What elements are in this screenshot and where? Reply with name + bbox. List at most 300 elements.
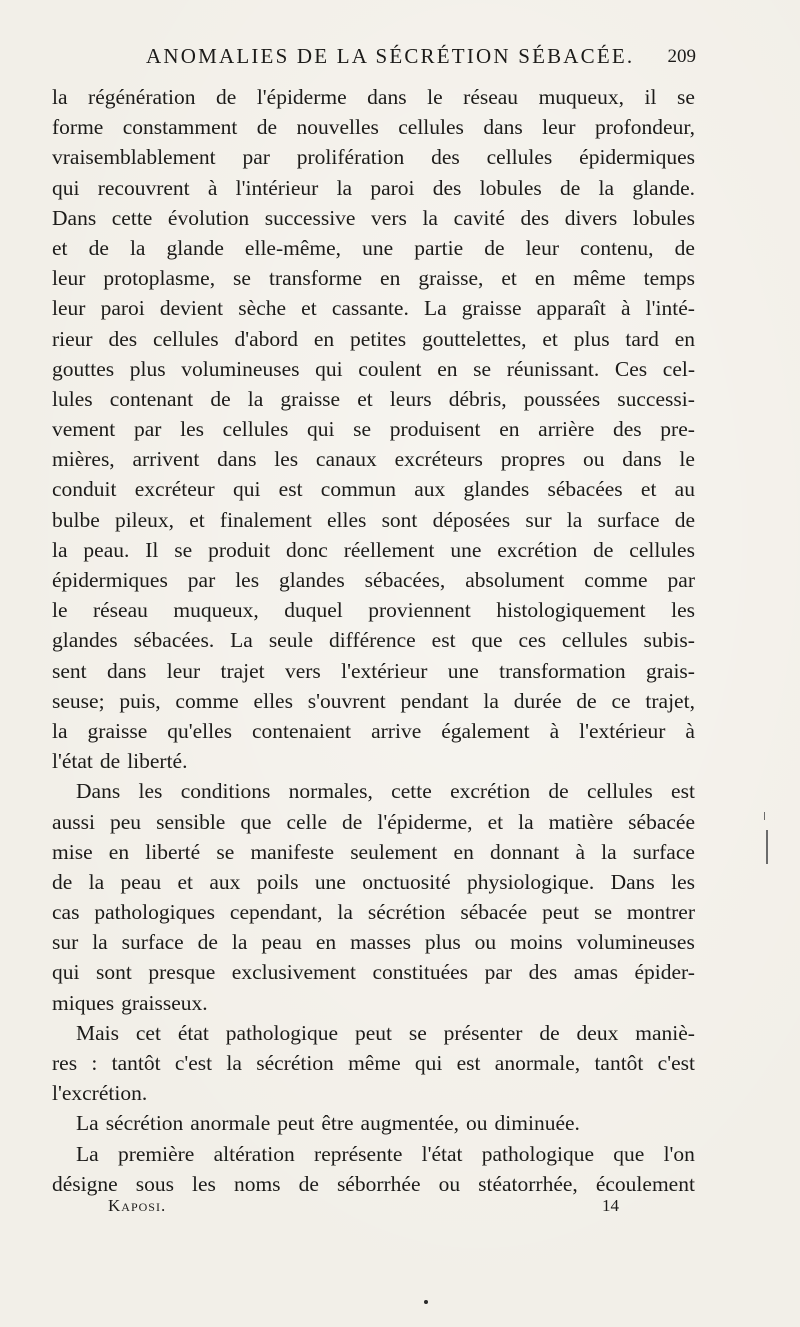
word: la — [231, 930, 248, 955]
word: cet — [135, 1020, 161, 1045]
word: sébacées. — [133, 628, 215, 653]
word: donc — [286, 537, 328, 562]
word: anormale — [190, 1111, 271, 1136]
word: à — [685, 718, 695, 743]
word: sont — [96, 960, 132, 985]
word: réunissant. — [506, 356, 600, 381]
word: gouttes — [52, 356, 115, 381]
word: maniè- — [635, 1020, 695, 1045]
word: aussi — [52, 809, 95, 834]
word: et — [501, 266, 517, 291]
text-line — [52, 1048, 695, 1078]
word: la — [52, 537, 68, 562]
word: exclusivement — [231, 960, 356, 985]
word: sébacée — [628, 809, 695, 834]
word: cavité — [453, 205, 505, 230]
word: liberté — [145, 839, 201, 864]
word: presque — [148, 960, 216, 985]
word: apparaît — [536, 296, 606, 321]
word: déposées — [432, 507, 511, 532]
text-line — [52, 324, 695, 354]
word: ces — [518, 628, 546, 653]
text-line — [52, 867, 695, 897]
word: noms — [233, 1171, 281, 1196]
word: prolifération — [296, 145, 405, 170]
word: les — [138, 779, 163, 804]
word: la — [337, 900, 353, 925]
word: constituées — [372, 960, 469, 985]
word: tantôt — [111, 1051, 161, 1075]
word: et — [357, 386, 373, 411]
word: constamment — [122, 115, 238, 140]
word: divers — [564, 205, 618, 230]
word: graisse, — [418, 266, 484, 291]
text-line — [52, 1139, 695, 1169]
word: est — [278, 477, 303, 502]
word: pendant — [400, 688, 469, 713]
body-text — [52, 82, 695, 1199]
word: l'excrétion. — [52, 1081, 148, 1106]
word: pre- — [660, 417, 695, 442]
word: les — [671, 598, 695, 623]
word: excrétion — [450, 779, 531, 804]
word: cellules — [587, 779, 653, 804]
word: qui — [315, 356, 343, 381]
word: La — [230, 628, 253, 653]
word: au — [674, 477, 695, 502]
word: sécrétion — [105, 1111, 184, 1136]
word: de — [216, 85, 237, 109]
word: de — [593, 537, 614, 562]
word: partie — [414, 235, 464, 260]
word: Dans — [52, 205, 97, 230]
word: vraisemblablement — [52, 145, 216, 170]
word: diminuée. — [494, 1111, 580, 1136]
word: qu'elles — [167, 718, 233, 743]
word: même — [573, 266, 626, 291]
word: durée — [513, 688, 562, 713]
word: transformation — [499, 658, 626, 683]
word: par — [484, 960, 513, 985]
word: les — [274, 447, 299, 472]
word: stéatorrhée, — [478, 1171, 578, 1196]
word: miques — [52, 990, 115, 1015]
word: de — [539, 1020, 560, 1045]
word: montrer — [626, 900, 695, 925]
word: physiologique. — [467, 869, 595, 894]
word: contenu, — [580, 235, 654, 260]
word: pathologiques — [94, 900, 215, 925]
word: subis- — [643, 628, 695, 653]
word: mise — [52, 839, 93, 864]
word: Dans — [76, 779, 121, 804]
word: sébacée — [460, 900, 528, 925]
word: duquel — [284, 598, 343, 623]
word: masses — [350, 930, 411, 955]
word: pathologique — [481, 1141, 595, 1166]
word: aux — [414, 477, 446, 502]
word: se — [233, 266, 251, 291]
word: transforme — [268, 266, 363, 291]
word: graisse — [280, 386, 341, 411]
word: surface — [632, 839, 695, 864]
word: en — [108, 839, 130, 864]
word: sur — [525, 507, 552, 532]
word: forme — [52, 115, 104, 140]
word: épidermiques — [52, 568, 168, 592]
word: canaux — [315, 447, 377, 472]
word: cellules — [629, 537, 695, 562]
word: les — [671, 869, 695, 894]
word: séborrhée — [336, 1171, 421, 1196]
word: arrive — [371, 718, 422, 743]
word: excréteur — [134, 477, 215, 502]
word: plus — [573, 326, 610, 351]
word: propres — [500, 447, 566, 472]
word: et — [189, 507, 205, 532]
word: dans — [106, 658, 147, 683]
text-line — [52, 897, 695, 927]
word: l'extérieur — [341, 658, 428, 683]
word: par — [187, 568, 216, 592]
word: trajet — [220, 658, 265, 683]
word: et — [487, 809, 504, 834]
word: peau — [120, 869, 162, 894]
word: de — [52, 869, 73, 894]
word: successi- — [617, 386, 695, 411]
text-line — [52, 444, 695, 474]
word: l'épiderme, — [377, 809, 473, 834]
word: la — [566, 507, 583, 532]
word: première — [117, 1141, 195, 1166]
word: des — [432, 175, 462, 200]
word: seuse; — [52, 688, 105, 713]
word: de — [210, 386, 231, 411]
word: cependant, — [229, 900, 323, 925]
word: cellules — [398, 115, 464, 140]
word: sécrétion — [256, 1051, 334, 1075]
word: être — [321, 1111, 354, 1136]
word: leur — [542, 115, 576, 140]
word: s'ouvrent — [307, 688, 386, 713]
word: paroi — [370, 175, 415, 200]
word: que — [471, 628, 503, 653]
word: conduit — [52, 477, 117, 502]
word: res — [52, 1051, 78, 1075]
word: finalement — [219, 507, 312, 532]
word: en — [534, 266, 556, 291]
word: vement — [52, 417, 116, 442]
word: des — [612, 417, 642, 442]
word: dans — [622, 447, 662, 472]
word: donnant — [490, 839, 560, 864]
text-line — [52, 686, 695, 716]
text-line — [52, 595, 695, 625]
word: peu — [110, 809, 142, 834]
text-line — [52, 535, 695, 565]
word: commun — [320, 477, 397, 502]
word: ou — [438, 1171, 461, 1196]
text-line — [52, 1078, 695, 1108]
word: leur — [52, 266, 86, 291]
word: et — [301, 296, 317, 321]
word: réseau — [92, 598, 148, 623]
word: évolution — [167, 205, 250, 230]
word: amas — [573, 960, 618, 985]
word: La — [423, 296, 447, 321]
word: est — [431, 628, 456, 653]
word: l'on — [663, 1141, 695, 1166]
word: par — [242, 145, 270, 170]
word: les — [192, 1171, 216, 1196]
word: trajet, — [645, 688, 695, 713]
word: graisse — [87, 718, 148, 743]
word: ou — [474, 930, 497, 955]
word: le — [679, 447, 695, 472]
text-line — [52, 384, 695, 414]
word: plus — [129, 356, 166, 381]
word: que — [613, 1141, 645, 1166]
word: sécrétion — [367, 900, 446, 925]
margin-mark — [764, 812, 765, 820]
ink-speck — [424, 1300, 428, 1304]
word: moins — [510, 930, 563, 955]
word: muqueux, — [538, 85, 624, 109]
word: de — [560, 175, 581, 200]
word: glandes — [463, 477, 530, 502]
word: qui — [414, 1051, 443, 1075]
text-line — [52, 263, 695, 293]
word: plus — [424, 930, 461, 955]
word: grais- — [646, 658, 695, 683]
word: nouvelles — [296, 115, 379, 140]
word: sèche — [238, 296, 287, 321]
page-footer — [108, 1196, 628, 1220]
text-line — [52, 656, 695, 686]
word: celle — [286, 809, 328, 834]
word: état — [177, 1020, 209, 1045]
word: excrétion — [497, 537, 578, 562]
text-line — [52, 1018, 695, 1048]
word: proviennent — [368, 598, 471, 623]
word: de — [576, 688, 597, 713]
word: peau — [261, 930, 302, 955]
word: augmentée, — [360, 1111, 460, 1136]
word: poussées — [523, 386, 601, 411]
word: en — [437, 356, 458, 381]
word: volumineuses — [181, 356, 300, 381]
word: une — [450, 537, 482, 562]
word: peut — [354, 1020, 392, 1045]
word: se — [216, 839, 235, 864]
author-name: Kaposi. — [108, 1196, 167, 1215]
word: c'est — [657, 1051, 695, 1075]
word: à — [549, 718, 560, 743]
word: Ces — [614, 356, 648, 381]
word: cellules — [222, 417, 289, 442]
word: l'état — [421, 1141, 463, 1166]
word: tard — [625, 326, 659, 351]
word: cellules — [152, 326, 219, 351]
word: est — [456, 1051, 481, 1075]
word: cette — [391, 779, 432, 804]
word: dans — [483, 115, 523, 140]
word: la — [518, 809, 534, 834]
word: l'extérieur — [579, 718, 666, 743]
text-line — [52, 142, 695, 172]
word: devient — [159, 296, 224, 321]
text-line — [52, 112, 695, 142]
word: la — [601, 839, 617, 864]
word: de — [674, 235, 695, 260]
word: cel- — [662, 356, 695, 381]
word: arrivent — [132, 447, 200, 472]
word: temps — [643, 266, 695, 291]
text-line — [52, 807, 695, 837]
word: histologiquement — [496, 598, 646, 623]
word: se — [174, 537, 193, 562]
text-line — [52, 988, 695, 1018]
word: de — [256, 115, 278, 140]
word: représente — [314, 1141, 403, 1166]
text-line — [52, 203, 695, 233]
word: présenter — [443, 1020, 523, 1045]
word: altération — [213, 1141, 295, 1166]
word: la — [226, 1051, 242, 1075]
word: Mais — [76, 1020, 119, 1045]
word: la — [129, 235, 146, 260]
word: qui — [52, 960, 80, 985]
word: vers — [284, 658, 321, 683]
text-line — [52, 414, 695, 444]
word: épider- — [634, 960, 695, 985]
word: bulbe — [52, 507, 100, 532]
text-line — [52, 293, 695, 323]
signature-mark: 14 — [602, 1196, 619, 1215]
running-head: ANOMALIES DE LA SÉCRÉTION SÉBACÉE. — [146, 44, 635, 68]
word: différence — [328, 628, 416, 653]
word: : — [91, 1051, 98, 1075]
word: graisseux. — [121, 990, 208, 1015]
text-line — [52, 927, 695, 957]
word: même — [348, 1051, 401, 1075]
word: qui — [232, 477, 261, 502]
word: leur — [525, 235, 560, 260]
text-line — [52, 625, 695, 655]
word: petites — [350, 326, 407, 351]
word: débris, — [448, 386, 507, 411]
word: seule — [268, 628, 313, 653]
word: contenant — [109, 386, 194, 411]
word: écoulement — [595, 1171, 695, 1196]
word: des — [520, 205, 550, 230]
word: glandes — [52, 628, 118, 653]
word: vers — [371, 205, 407, 230]
word: se — [408, 1020, 427, 1045]
word: lobules — [632, 205, 695, 230]
word: conditions — [180, 779, 271, 804]
page-number: 209 — [667, 46, 696, 67]
word: produit — [208, 537, 271, 562]
word: gouttelettes, — [422, 326, 527, 351]
word: en — [380, 266, 401, 291]
word: la — [247, 386, 264, 411]
word: régénération — [88, 85, 196, 109]
word: à — [207, 175, 218, 200]
word: des — [528, 960, 558, 985]
word: cas — [52, 900, 80, 925]
word: de — [548, 779, 569, 804]
word: réellement — [343, 537, 435, 562]
word: surface — [597, 507, 660, 532]
word: pileux, — [114, 507, 175, 532]
word: et — [177, 869, 193, 894]
word: se — [676, 85, 695, 109]
text-line — [52, 354, 695, 384]
word: qui — [52, 175, 80, 200]
word: leurs — [389, 386, 432, 411]
word: et — [542, 326, 558, 351]
word: des — [108, 326, 138, 351]
word: contenaient — [252, 718, 352, 743]
word: sensible — [156, 809, 226, 834]
word: lobules — [479, 175, 542, 200]
word: de — [197, 930, 218, 955]
word: se — [473, 356, 492, 381]
word: cette — [111, 205, 153, 230]
word: de — [342, 809, 363, 834]
word: peut — [542, 900, 580, 925]
word: poils — [256, 869, 299, 894]
text-line — [52, 776, 695, 806]
word: il — [644, 85, 657, 109]
word: comme — [584, 568, 648, 592]
word: des — [431, 145, 460, 170]
word: cassante. — [331, 296, 409, 321]
word: anormale, — [494, 1051, 581, 1075]
word: cellules — [486, 145, 553, 170]
text-line — [52, 173, 695, 203]
word: dans — [367, 85, 407, 109]
word: désigne — [52, 1171, 118, 1196]
word: d'abord — [234, 326, 299, 351]
text-line — [52, 233, 695, 263]
word: glandes — [279, 568, 345, 592]
word: elle-même, — [244, 235, 342, 260]
word: coulent — [358, 356, 422, 381]
word: la — [598, 175, 615, 200]
word: ce — [611, 688, 631, 713]
text-line — [52, 474, 695, 504]
word: le — [427, 85, 443, 109]
word: pathologique — [225, 1020, 339, 1045]
word: elles — [327, 507, 367, 532]
word: normales, — [288, 779, 373, 804]
word: ou — [582, 447, 605, 472]
word: de — [484, 235, 505, 260]
word: La — [76, 1141, 99, 1166]
word: successive — [264, 205, 356, 230]
text-line — [52, 716, 695, 746]
word: cellules — [561, 628, 628, 653]
word: une — [314, 869, 346, 894]
word: en — [313, 326, 335, 351]
word: matière — [548, 809, 614, 834]
word: puis, — [119, 688, 161, 713]
word: glande. — [632, 175, 695, 200]
word: sébacées, — [364, 568, 446, 592]
word: la — [52, 85, 68, 109]
